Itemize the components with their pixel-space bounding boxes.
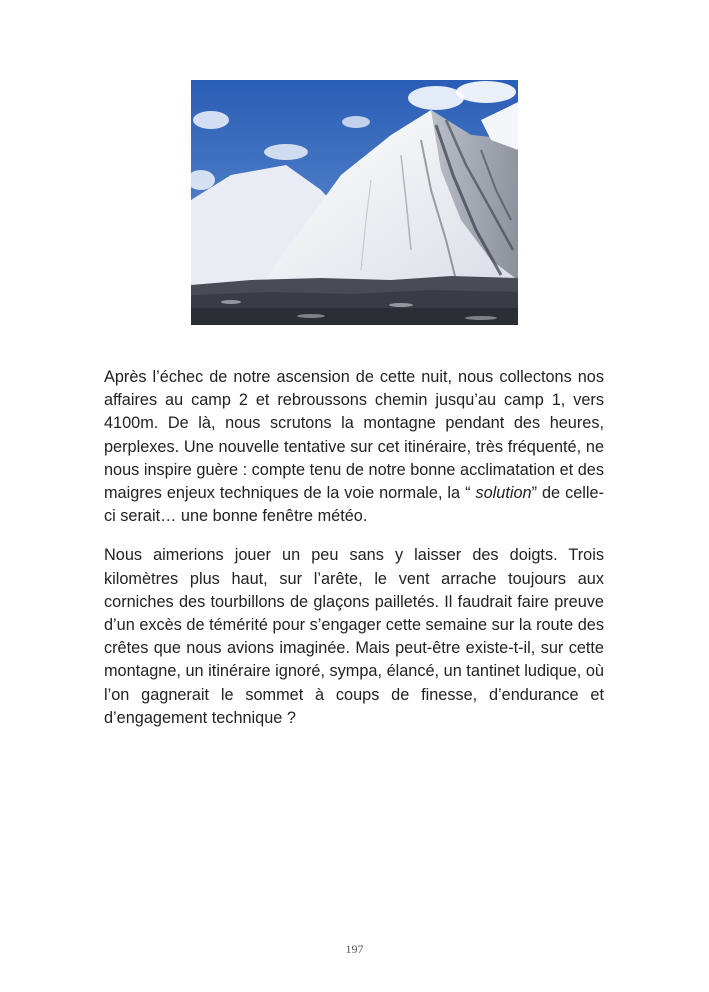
page-number: 197 <box>345 942 364 956</box>
paragraph-1-text: Après l’échec de notre ascension de cette nuit, nous collectons nos affaires au camp 2 et rebroussons chemin jusqu’au camp 1, vers 4100m. De là, nous scrutons la montagne pendant des heures, perplexes. Une nouvelle tentative sur cet itinéraire, très fréquenté, ne nous inspire guère : compte tenu de notre bonne acclimatation et des maigres enjeux techniques de la voie normale, la “ <box>104 368 604 503</box>
article-text <box>104 366 604 730</box>
mountain-photo <box>191 80 518 325</box>
paragraph-2: Nous aimerions jouer un peu sans y laisser des doigts. Trois kilomètres plus haut, sur l’arête, le vent arrache toujours aux corniches des tourbillons de glaçons pailletés. Il faudrait faire preuve d’un excès de témérité pour s’engager cette semaine sur la route des crêtes que nous avions imaginée. Mais peut-être existe-t-il, sur cette montagne, un itinéraire ignoré, sympa, élancé, un tantinet ludique, où l’on gagnerait le sommet à coups de finesse, d’endurance et d’engagement technique ? <box>104 546 604 727</box>
paragraph-1-emphasis: solution <box>475 484 532 503</box>
paragraph-1-ending: ” de celle-ci serait… une bonne fenêtre météo. <box>104 484 604 526</box>
paragraph-1 <box>104 366 604 528</box>
